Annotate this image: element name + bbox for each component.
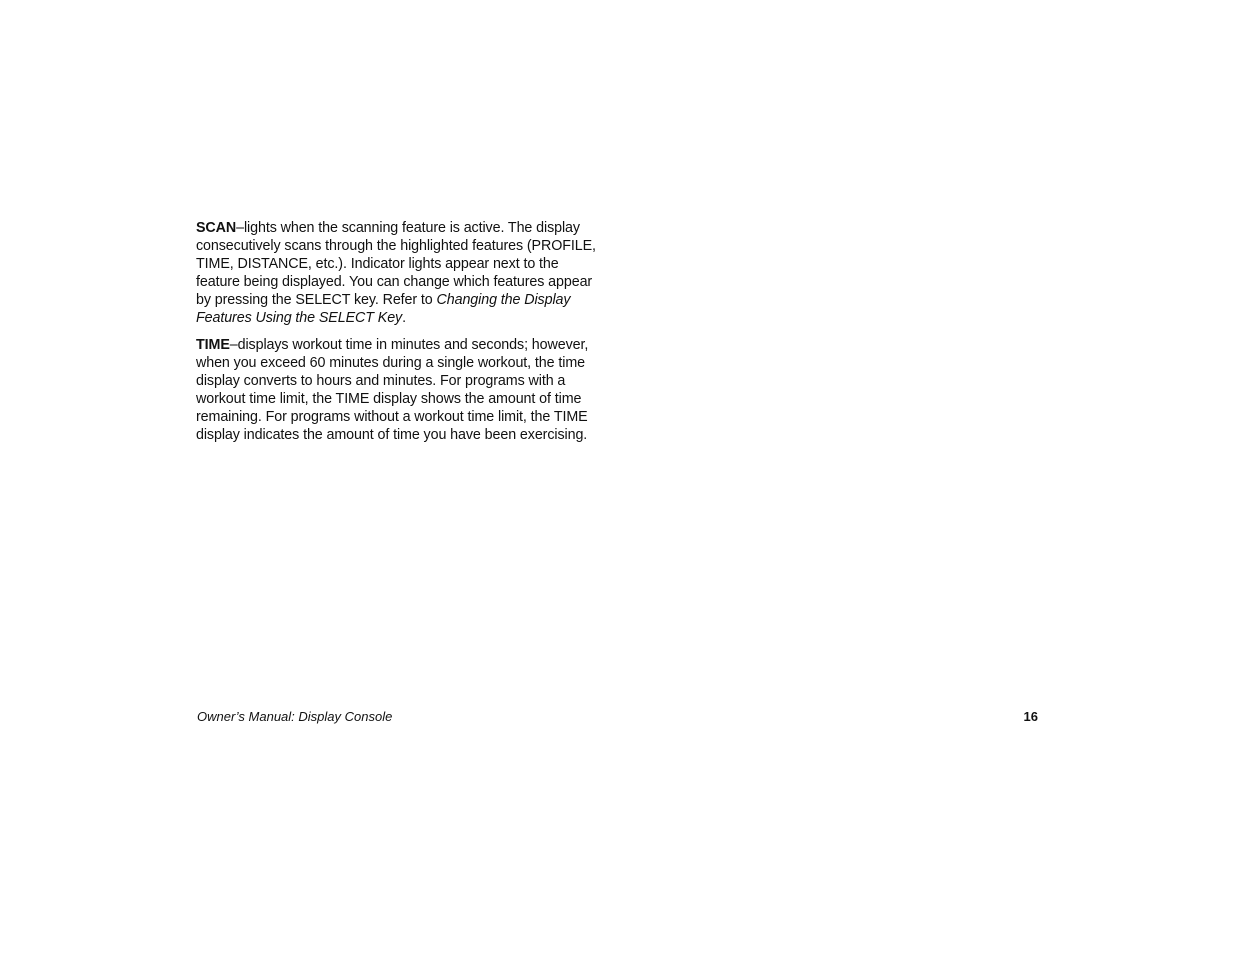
time-description: –displays workout time in minutes and seconds; however, when you exceed 60 minutes during a single workout, the time display converts to hours and minutes. For programs with a workout time limit, the TIME display shows the amount of time remaining. For programs without a workout time limit, the TIME display indicates the amount of time you have been exercising.	[196, 337, 589, 443]
footer-title: Owner’s Manual: Display Console	[197, 709, 393, 724]
scan-description: –lights when the scanning feature is active. The display consecutively scans through the highlighted features (PROFILE, TIME, DISTANCE, etc.). Indicator lights appear next to the feature being displayed. You can change which features appear by pressing the SELECT key. Refer to	[196, 220, 596, 308]
scan-paragraph	[196, 219, 598, 327]
scan-reference-tail: .	[402, 310, 406, 326]
scan-term: SCAN	[196, 220, 237, 236]
page-number: 16	[1023, 709, 1038, 724]
time-term: TIME	[196, 337, 230, 353]
time-paragraph	[196, 336, 598, 444]
scan-reference: Changing the Display Features Using the SELECT Key	[196, 292, 571, 326]
main-content	[196, 219, 598, 453]
